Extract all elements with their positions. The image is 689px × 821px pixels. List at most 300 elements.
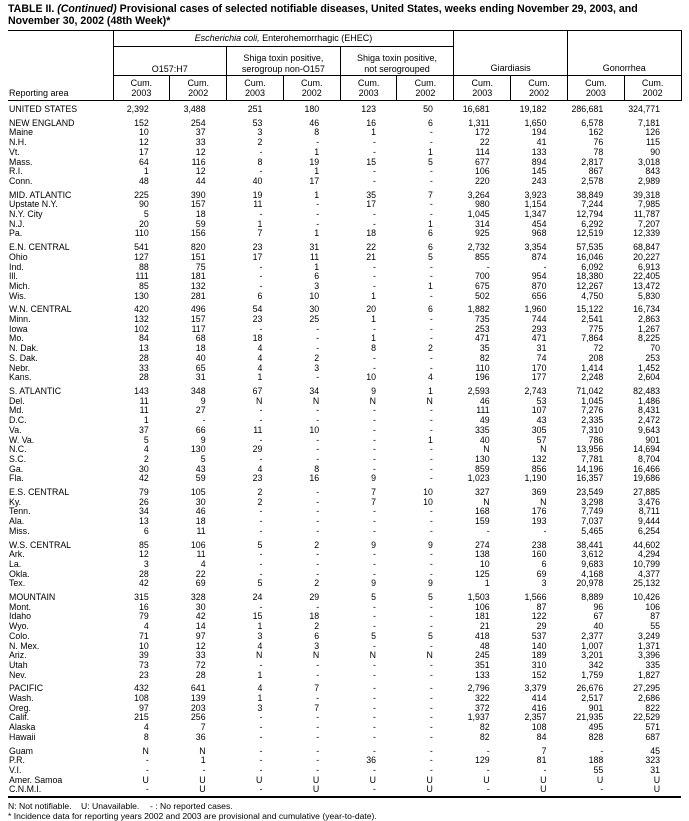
value-cell: 369: [531, 487, 547, 498]
value-cell: 6,092: [581, 261, 604, 272]
value-cell: 3,476: [638, 496, 661, 507]
value-cell: -: [316, 496, 320, 507]
value-cell: 35: [479, 343, 490, 354]
value-cell: 6: [427, 117, 433, 128]
reporting-area-cell: E.S. CENTRAL: [9, 487, 70, 498]
reporting-area-cell: Tex.: [9, 578, 26, 589]
table-row: [8, 517, 681, 527]
reporting-area-cell: E.N. CENTRAL: [9, 242, 70, 253]
value-cell: 33: [139, 362, 149, 373]
value-cell: 2,732: [467, 242, 490, 253]
value-cell: 9: [427, 539, 433, 550]
value-cell: -: [486, 261, 490, 272]
value-cell: 74: [536, 352, 547, 363]
value-cell: 19,686: [633, 473, 661, 484]
value-cell: -: [202, 415, 206, 426]
value-cell: 90: [139, 199, 149, 210]
reporting-area-cell: Md.: [9, 405, 24, 416]
value-cell: 700: [474, 271, 490, 282]
value-cell: 3: [314, 362, 320, 373]
value-cell: 25,132: [633, 578, 661, 589]
value-cell: 324,771: [628, 104, 661, 114]
value-cell: 7,781: [581, 453, 604, 464]
value-cell: 57,535: [576, 242, 604, 253]
value-cell: U: [369, 774, 376, 785]
value-cell: 10: [423, 496, 433, 507]
value-cell: 162: [588, 127, 604, 138]
value-cell: 13: [139, 343, 149, 354]
value-cell: N: [540, 496, 547, 507]
reporting-area-cell: MOUNTAIN: [9, 592, 56, 603]
value-cell: -: [373, 683, 376, 694]
value-cell: -: [373, 568, 376, 579]
value-cell: 7,037: [581, 516, 604, 527]
value-cell: -: [316, 601, 320, 612]
value-cell: 1: [314, 261, 320, 272]
value-cell: 54: [252, 304, 263, 315]
value-cell: 537: [531, 630, 547, 641]
value-cell: 13,956: [576, 444, 604, 455]
table-row: [8, 560, 681, 570]
reporting-area-cell: Conn.: [9, 175, 33, 186]
value-cell: 65: [195, 362, 206, 373]
value-cell: 152: [134, 117, 149, 128]
value-cell: 40: [593, 621, 604, 632]
value-cell: 16: [309, 473, 320, 484]
value-cell: 418: [474, 630, 490, 641]
value-cell: -: [429, 516, 433, 527]
value-cell: 1: [143, 166, 149, 177]
value-cell: 13: [139, 516, 149, 527]
value-cell: 855: [474, 251, 490, 262]
table-title: [8, 4, 683, 27]
value-cell: -: [316, 765, 320, 775]
value-cell: -: [259, 271, 263, 282]
value-cell: 656: [531, 290, 547, 301]
value-cell: 4,750: [581, 290, 604, 301]
value-cell: 2,686: [638, 693, 661, 704]
value-cell: 43: [536, 415, 547, 426]
value-cell: 194: [531, 127, 547, 138]
reporting-area-cell: Alaska: [9, 722, 36, 733]
reporting-area-cell: Hawaii: [9, 731, 36, 742]
header-row-disease-family: [8, 31, 681, 47]
value-cell: 925: [474, 228, 490, 239]
value-cell: 8: [143, 731, 149, 742]
value-cell: -: [316, 755, 320, 766]
table-row: [8, 253, 681, 263]
value-cell: 55: [650, 621, 661, 632]
table-row: [8, 785, 681, 797]
table-row: [8, 128, 681, 138]
reporting-area-cell: N.Y. City: [9, 209, 43, 220]
value-cell: -: [567, 785, 624, 797]
value-cell: 188: [588, 755, 604, 766]
value-cell: -: [373, 745, 376, 756]
reporting-area-cell: Calif.: [9, 712, 30, 723]
value-cell: 1,311: [468, 117, 490, 128]
value-cell: 1: [314, 146, 320, 157]
value-cell: -: [259, 745, 263, 756]
value-cell: 84: [536, 731, 547, 742]
value-cell: 3: [257, 702, 263, 713]
value-cell: 9: [200, 395, 206, 406]
value-cell: 18: [309, 611, 320, 622]
value-cell: -: [429, 166, 433, 177]
value-cell: 3,201: [581, 650, 604, 661]
value-cell: -: [429, 473, 433, 484]
value-cell: 14,196: [576, 463, 604, 474]
value-cell: 151: [190, 251, 206, 262]
value-cell: 901: [588, 702, 604, 713]
value-cell: 454: [531, 218, 547, 229]
value-cell: 180: [304, 104, 320, 114]
value-cell: -: [145, 765, 149, 775]
value-cell: -: [429, 362, 433, 373]
value-cell: 30: [139, 463, 149, 474]
value-cell: -: [373, 722, 376, 733]
value-cell: 177: [531, 372, 547, 383]
value-cell: 1: [371, 127, 376, 138]
value-cell: -: [429, 702, 433, 713]
value-cell: -: [259, 659, 263, 670]
value-cell: 286,681: [571, 104, 604, 114]
notifiable-diseases-table: [8, 30, 682, 798]
value-cell: 10: [309, 290, 320, 301]
value-cell: -: [373, 261, 376, 272]
value-cell: -: [486, 745, 490, 756]
value-cell: 12,794: [576, 209, 604, 220]
value-cell: -: [429, 731, 433, 742]
value-cell: -: [316, 199, 320, 210]
value-cell: -: [259, 549, 263, 560]
reporting-area-cell: W. Va.: [9, 434, 35, 445]
value-cell: 867: [588, 166, 604, 177]
value-cell: -: [316, 218, 320, 229]
value-cell: N: [426, 650, 433, 661]
value-cell: 8: [371, 343, 376, 354]
value-cell: -: [429, 558, 433, 569]
value-cell: 140: [531, 640, 547, 651]
table-row: [8, 334, 681, 344]
value-cell: 2,604: [638, 372, 661, 383]
reporting-area-cell: S.C.: [9, 453, 27, 464]
value-cell: -: [429, 659, 433, 670]
value-cell: -: [373, 434, 376, 445]
value-cell: 79: [139, 611, 149, 622]
reporting-area-header: Reporting area: [8, 31, 113, 101]
value-cell: 46: [309, 117, 320, 128]
value-cell: -: [373, 601, 376, 612]
value-cell: 21: [366, 251, 376, 262]
value-cell: 25: [309, 314, 320, 325]
value-cell: 193: [531, 516, 547, 527]
value-cell: 97: [139, 702, 149, 713]
value-cell: 2,357: [524, 712, 547, 723]
table-row: [8, 642, 681, 652]
value-cell: 19,182: [519, 104, 547, 114]
o157-header-label: O157:H7: [151, 63, 188, 74]
value-cell: 2,796: [467, 683, 490, 694]
shiga-non-o157-line2: serogroup non-O157: [241, 63, 325, 74]
value-cell: 1: [314, 166, 320, 177]
value-cell: 310: [531, 659, 547, 670]
table-row: [8, 158, 681, 168]
column-header-cum-2003: Cum. 2003: [340, 76, 397, 101]
value-cell: 10: [309, 424, 320, 435]
value-cell: 281: [190, 290, 206, 301]
value-cell: 3,379: [524, 683, 547, 694]
value-cell: -: [373, 424, 376, 435]
value-cell: 1: [257, 218, 263, 229]
reporting-area-cell: Maine: [9, 127, 33, 138]
value-cell: -: [429, 261, 433, 272]
table-row: [8, 354, 681, 364]
value-cell: 11: [253, 424, 263, 435]
value-cell: 14,694: [633, 444, 661, 455]
value-cell: 126: [645, 127, 661, 138]
value-cell: 55: [593, 765, 604, 775]
value-cell: 5: [200, 453, 206, 464]
value-cell: -: [259, 506, 263, 517]
table-row: [8, 383, 681, 397]
value-cell: 8: [314, 463, 320, 474]
table-row: [8, 115, 681, 129]
reporting-area-cell: N. Dak.: [9, 343, 39, 354]
value-cell: -: [429, 722, 433, 733]
value-cell: 20,978: [576, 578, 604, 589]
value-cell: 225: [134, 189, 149, 200]
value-cell: 2,817: [581, 156, 604, 167]
value-cell: -: [429, 424, 433, 435]
value-cell: 775: [588, 323, 604, 334]
value-cell: -: [486, 525, 490, 536]
legend-not-notifiable: N: Not notifiable.: [8, 801, 72, 812]
table-row: [8, 282, 681, 292]
value-cell: U: [653, 774, 661, 785]
reporting-area-cell: Colo.: [9, 630, 30, 641]
value-cell: -: [373, 506, 376, 517]
value-cell: 238: [531, 539, 547, 550]
value-cell: 71,042: [576, 385, 604, 396]
value-cell: 157: [190, 314, 206, 325]
value-cell: 29: [252, 444, 263, 455]
value-cell: 102: [134, 323, 149, 334]
value-cell: -: [316, 323, 320, 334]
value-cell: 1,045: [467, 209, 490, 220]
reporting-area-cell: Minn.: [9, 314, 31, 325]
reporting-area-cell: D.C.: [9, 415, 27, 426]
value-cell: 6: [314, 271, 320, 282]
reporting-area-cell: Ky.: [9, 496, 22, 507]
value-cell: 196: [474, 372, 490, 383]
value-cell: -: [373, 137, 376, 148]
value-cell: 122: [531, 611, 547, 622]
value-cell: 42: [195, 611, 206, 622]
value-cell: 471: [531, 333, 547, 344]
value-cell: -: [543, 525, 547, 536]
table-row: [8, 397, 681, 407]
value-cell: -: [373, 463, 376, 474]
reporting-area-cell: N.H.: [9, 137, 27, 148]
reporting-area-cell: Fla.: [9, 473, 24, 484]
value-cell: -: [259, 755, 263, 766]
value-cell: 44,602: [633, 539, 661, 550]
value-cell: -: [373, 549, 376, 560]
value-cell: 12: [195, 146, 206, 157]
value-cell: -: [373, 444, 376, 455]
value-cell: 980: [474, 199, 490, 210]
table-row: [8, 406, 681, 416]
value-cell: 73: [139, 659, 149, 670]
value-cell: 130: [134, 290, 149, 301]
value-cell: 3,396: [638, 650, 661, 661]
value-cell: -: [316, 659, 320, 670]
value-cell: -: [373, 175, 376, 186]
value-cell: 4: [257, 683, 263, 694]
value-cell: 3: [257, 630, 263, 641]
table-row: [8, 445, 681, 455]
footnotes: [8, 801, 681, 821]
column-header-cum-2002: Cum. 2002: [397, 76, 454, 101]
value-cell: 85: [139, 539, 149, 550]
value-cell: 132: [190, 280, 206, 291]
value-cell: 15: [252, 611, 263, 622]
table-row: [8, 167, 681, 177]
value-cell: 3,923: [524, 189, 547, 200]
table-row: [8, 239, 681, 253]
gonorrhea-header: Gonorrhea: [567, 31, 681, 76]
reporting-area-cell: MID. ATLANTIC: [9, 189, 72, 200]
column-header-cum-2003: Cum. 2003: [454, 76, 511, 101]
table-body: [8, 101, 681, 798]
giardiasis-header: Giardiasis: [454, 31, 568, 76]
value-cell: N: [426, 395, 433, 406]
value-cell: 687: [645, 731, 661, 742]
value-cell: 23: [252, 242, 263, 253]
value-cell: 68: [195, 333, 206, 344]
value-cell: 106: [474, 166, 490, 177]
value-cell: 110: [475, 362, 490, 373]
value-cell: 10: [366, 372, 376, 383]
reporting-area-cell: N. Mex.: [9, 640, 40, 651]
value-cell: 7: [371, 487, 376, 498]
value-cell: 81: [536, 755, 547, 766]
table-row: [8, 315, 681, 325]
value-cell: 12,339: [633, 228, 661, 239]
value-cell: -: [373, 166, 376, 177]
value-cell: 414: [531, 693, 547, 704]
value-cell: -: [316, 731, 320, 742]
reporting-area-cell: NEW ENGLAND: [9, 117, 75, 128]
table-row: [8, 680, 681, 694]
value-cell: 43: [195, 463, 206, 474]
value-cell: 107: [531, 405, 547, 416]
value-cell: 274: [474, 539, 490, 550]
value-cell: -: [429, 415, 433, 426]
value-cell: 7: [371, 496, 376, 507]
value-cell: 5: [143, 209, 149, 220]
value-cell: 1,827: [638, 669, 661, 680]
value-cell: -: [429, 463, 433, 474]
value-cell: 181: [474, 611, 490, 622]
value-cell: 2,335: [581, 415, 604, 426]
table-row: [8, 138, 681, 148]
value-cell: 4: [257, 640, 263, 651]
value-cell: 57: [536, 434, 547, 445]
value-cell: -: [429, 693, 433, 704]
value-cell: 2: [314, 621, 320, 632]
value-cell: 14: [195, 621, 206, 632]
value-cell: 328: [190, 592, 206, 603]
value-cell: -: [429, 525, 433, 536]
value-cell: -: [316, 549, 320, 560]
ehec-header-rest: Enterohemorrhagic (EHEC): [259, 33, 373, 44]
value-cell: 48: [139, 175, 149, 186]
value-cell: -: [429, 683, 433, 694]
value-cell: -: [429, 506, 433, 517]
value-cell: 2: [314, 578, 320, 589]
table-row: [8, 101, 681, 115]
value-cell: 2,863: [638, 314, 661, 325]
value-cell: 37: [195, 127, 206, 138]
value-cell: 7: [427, 189, 433, 200]
value-cell: -: [316, 333, 320, 344]
value-cell: 20: [366, 304, 376, 315]
value-cell: 3,249: [638, 630, 661, 641]
value-cell: 1,937: [467, 712, 490, 723]
value-cell: 495: [588, 722, 604, 733]
reporting-area-cell: Va.: [9, 424, 22, 435]
value-cell: -: [373, 640, 376, 651]
value-cell: -: [429, 765, 433, 775]
value-cell: 133: [474, 669, 490, 680]
reporting-area-cell: UNITED STATES: [9, 104, 78, 114]
value-cell: 3,298: [581, 496, 604, 507]
value-cell: 42: [139, 473, 149, 484]
value-cell: 3,612: [581, 549, 604, 560]
value-cell: 1: [427, 146, 433, 157]
table-row: [8, 187, 681, 201]
document-page: [0, 3, 689, 821]
value-cell: 7,181: [638, 117, 661, 128]
value-cell: 18: [195, 516, 206, 527]
value-cell: 11: [253, 199, 263, 210]
value-cell: 1,452: [638, 362, 661, 373]
value-cell: 2,578: [581, 175, 604, 186]
value-cell: 23,549: [576, 487, 604, 498]
value-cell: 9,444: [638, 516, 661, 527]
table-row: [8, 292, 681, 302]
value-cell: 3: [143, 558, 149, 569]
value-cell: -: [259, 261, 263, 272]
value-cell: 735: [474, 314, 490, 325]
value-cell: 159: [474, 516, 490, 527]
table-row: [8, 661, 681, 671]
value-cell: 6: [314, 630, 320, 641]
value-cell: -: [429, 621, 433, 632]
value-cell: -: [373, 712, 376, 723]
value-cell: 44: [195, 175, 206, 186]
reporting-area-cell: Miss.: [9, 525, 30, 536]
value-cell: 9: [371, 473, 376, 484]
value-cell: -: [429, 745, 433, 756]
value-cell: 2,377: [581, 630, 604, 641]
value-cell: 22,405: [633, 271, 661, 282]
reporting-area-cell: R.I.: [9, 166, 23, 177]
value-cell: 3: [314, 640, 320, 651]
value-cell: 1,347: [524, 209, 547, 220]
